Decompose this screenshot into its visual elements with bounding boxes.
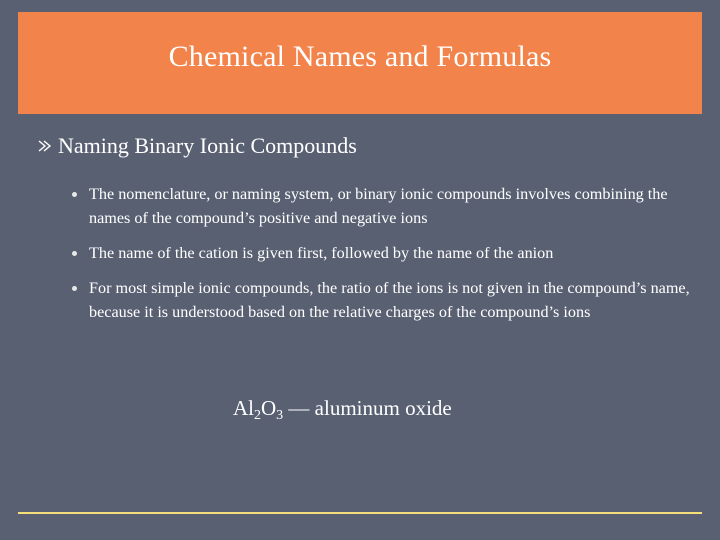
bullet-text: For most simple ionic compounds, the ratio of the ions is not given in the compound’s name, because it is understood based on the relative charges of the compound’s ions	[89, 279, 690, 321]
bullet-dot-icon	[72, 286, 77, 291]
title-bar	[18, 12, 702, 114]
section-heading-text: Naming Binary Ionic Compounds	[58, 133, 357, 158]
formula-subscript-aluminum: 2	[254, 408, 261, 423]
bullet-dot-icon	[72, 251, 77, 256]
formula-element-aluminum: Al	[233, 396, 254, 420]
bullet-text: The name of the cation is given first, followed by the name of the anion	[89, 244, 554, 262]
bullet-dot-icon	[72, 192, 77, 197]
arrow-bullet-icon	[34, 135, 56, 157]
bullet-item	[70, 241, 690, 265]
slide-title: Chemical Names and Formulas	[168, 40, 552, 73]
bullet-text: The nomenclature, or naming system, or binary ionic compounds involves combining the names of the compound’s positive and negative ions	[89, 185, 668, 227]
formula-subscript-oxygen: 3	[276, 408, 284, 423]
formula-element-oxygen: O	[261, 396, 277, 420]
bullet-list	[70, 182, 690, 324]
formula-compound-name: — aluminum oxide	[283, 396, 452, 420]
footer-divider	[18, 512, 702, 514]
bullet-item	[70, 276, 690, 324]
section-heading	[34, 133, 357, 159]
bullet-item	[70, 182, 690, 230]
chemical-formula-example	[233, 396, 452, 421]
